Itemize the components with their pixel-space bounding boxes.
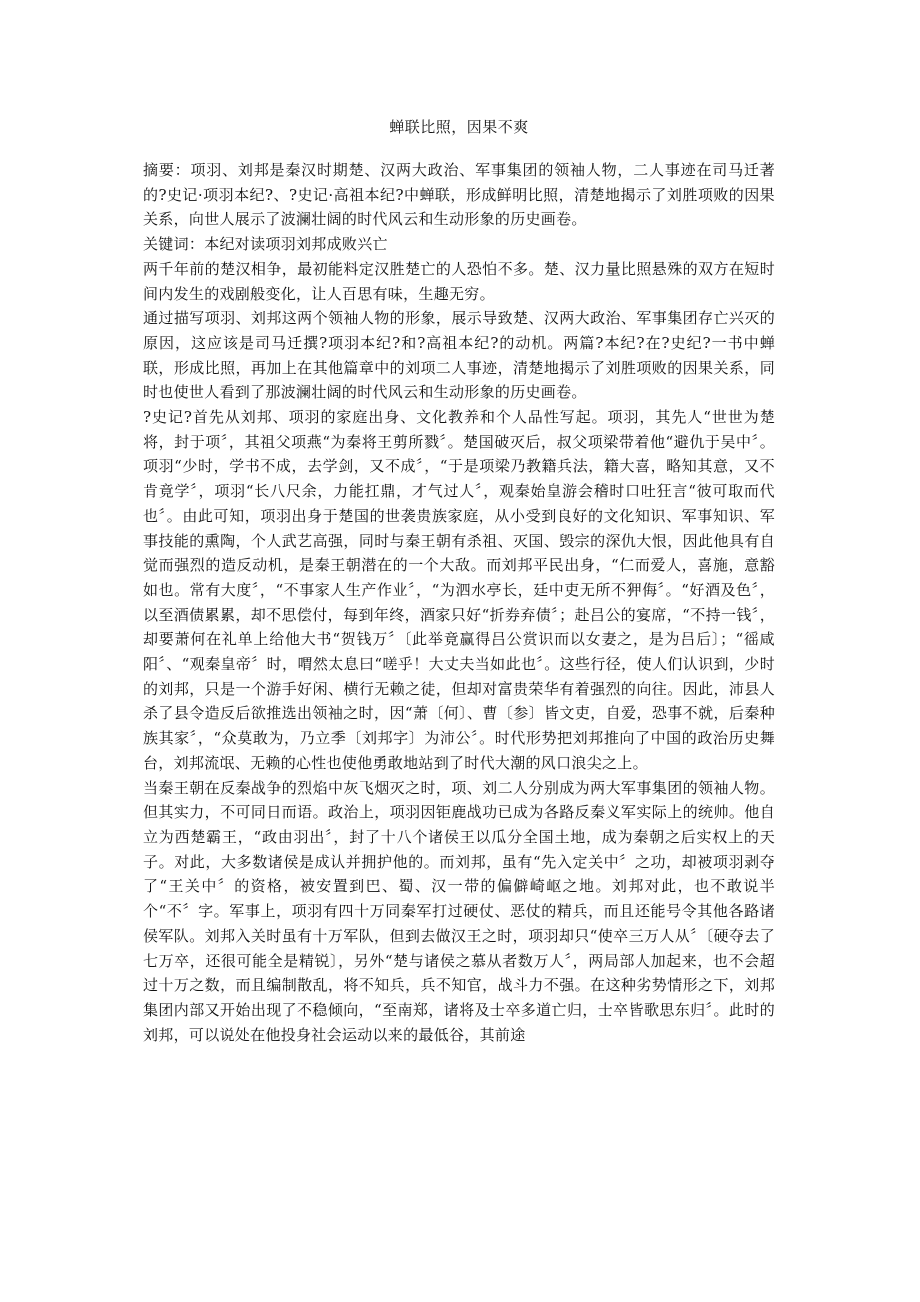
body-paragraph: ?史记?首先从刘邦、项羽的家庭出身、文化教养和个人品性写起。项羽，其先人“世世为楚将，封于项〞，其祖父项燕“为秦将王剪所戮〞。楚国破灭后，叔父项梁带着他“避仇于吴中〞。项羽“少时，学书不成，去学剑，又不成〞，“于是项梁乃教籍兵法，籍大喜，略知其意，又不肯竟学〞，项羽“长八尺余，力能扛鼎，才气过人〞，观秦始皇游会稽时口吐狂言“彼可取而代也〞。由此可知，项羽出身于楚国的世袭贵族家庭，从小受到良好的文化知识、军事知识、军事技能的熏陶，个人武艺高强，同时与秦王朝有杀祖、灭国、毁宗的深仇大恨，因此他具有自觉而强烈的造反动机，是秦王朝潜在的一个大敌。而刘邦平民出身，“仁而爱人，喜施，意豁如也。常有大度〞，“不事家人生产作业〞，“为泗水亭长，廷中吏无所不狎侮〞。“好酒及色〞，以至酒债累累，却不思偿付，每到年终，酒家只好“折券弃债〞；赴吕公的宴席，“不持一钱〞，却要萧何在礼单上给他大书“贺钱万〞〔此举竟赢得吕公赏识而以女妻之，是为吕后〕；“徭咸阳〞、“观秦皇帝〞时，喟然太息曰“嗟乎！大丈夫当如此也〞。这些行径，使人们认识到，少时的刘邦，只是一个游手好闲、横行无赖之徒，但却对富贵荣华有着强烈的向往。因此，沛县人杀了县令造反后欲推选出领袖之时，因“萧〔何〕、曹〔参〕皆文吏，自爱，恐事不就，后秦种族其家〞，“众莫敢为，乃立季〔刘邦字〕为沛公〞。时代形势把刘邦推向了中国的政治历史舞台，刘邦流氓、无赖的心性也使他勇敢地站到了时代大潮的风口浪尖之上。 — [143, 408, 775, 772]
abstract-paragraph: 摘要：项羽、刘邦是秦汉时期楚、汉两大政治、军事集团的领袖人物，二人事迹在司马迁著的?史记·项羽本纪?、?史记·高祖本纪?中蝉联，形成鲜明比照，清楚地揭示了刘胜项败的因果关系，向世人展示了波澜壮阔的时代风云和生动形象的历史画卷。 — [143, 161, 775, 229]
body-paragraph: 两千年前的楚汉相争，最初能料定汉胜楚亡的人恐怕不多。楚、汉力量比照悬殊的双方在短时间内发生的戏剧般变化，让人百思有味，生趣无穷。 — [143, 259, 775, 303]
body-paragraph: 当秦王朝在反秦战争的烈焰中灰飞烟灭之时，项、刘二人分别成为两大军事集团的领袖人物。但其实力，不可同日而语。政治上，项羽因钜鹿战功已成为各路反秦义军实际上的统帅。他自立为西楚霸王，“政由羽出〞，封了十八个诸侯王以瓜分全国土地，成为秦朝之后实权上的天子。对此，大多数诸侯是成认并拥护他的。而刘邦，虽有“先入定关中〞之功，却被项羽剥夺了“王关中〞的资格，被安置到巴、蜀、汉一带的偏僻崎岖之地。刘邦对此，也不敢说半个“不〞字。军事上，项羽有四十万同秦军打过硬仗、恶仗的精兵，而且还能号令其他各路诸侯军队。刘邦入关时虽有十万军队，但到去做汉王之时，项羽却只“使卒三万人从〞〔硬夺去了七万卒，还很可能全是精锐〕，另外“楚与诸侯之慕从者数万人〞，两局部人加起来，也不会超过十万之数，而且编制散乱，将不知兵，兵不知官，战斗力不强。在这种劣势情形之下，刘邦集团内部又开始出现了不稳倾向，“至南郑，诸将及士卒多道亡归，士卒皆歌思东归〞。此时的刘邦，可以说处在他投身社会运动以来的最低谷，其前途 — [143, 778, 775, 1044]
document-title: 蝉联比照，因果不爽 — [389, 118, 529, 136]
keywords-paragraph: 关键词：本纪对读项羽刘邦成败兴亡 — [143, 235, 388, 254]
body-paragraph: 通过描写项羽、刘邦这两个领袖人物的形象，展示导致楚、汉两大政治、军事集团存亡兴灭的原因，这应该是司马迁撰?项羽本纪?和?高祖本纪?的动机。两篇?本纪?在?史纪?一书中蝉联，形成比照，再加上在其他篇章中的刘项二人事迹，清楚地揭示了刘胜项败的因果关系，同时也使世人看到了那波澜壮阔的时代风云和生动形象的历史画卷。 — [143, 309, 775, 402]
